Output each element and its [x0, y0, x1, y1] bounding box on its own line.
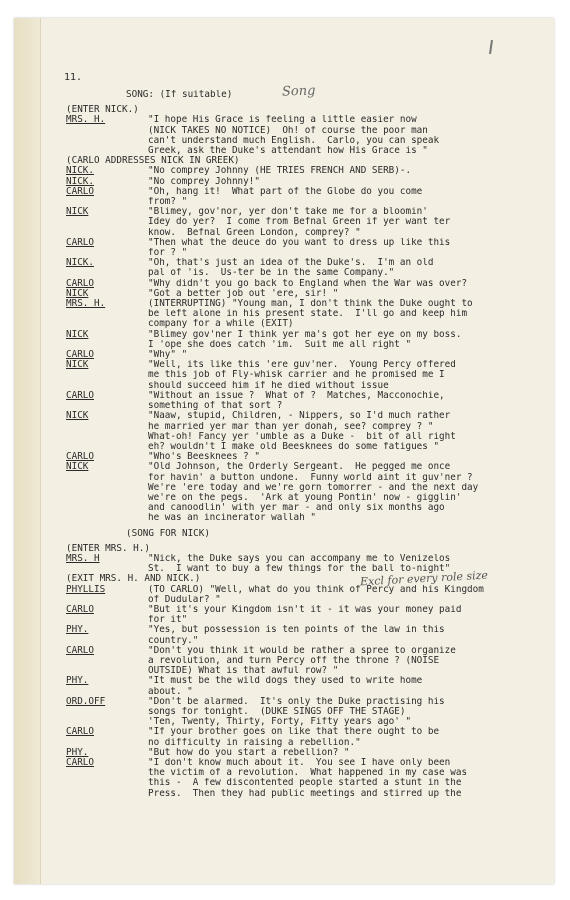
speaker-name: MRS. H. [66, 299, 106, 310]
speaker-name: NICK. [66, 166, 94, 177]
dialogue-line [66, 676, 546, 686]
speaker-name: PHY. [66, 676, 89, 687]
dialogue-line [66, 146, 546, 156]
dialogue-text: "Without an issue ? What of ? Matches, Macconochie, [148, 390, 445, 401]
dialogue-text: (TO CARLO) "Well, what do you think of Percy and his Kingdom [148, 584, 484, 595]
dialogue-text: something of that sort ? [148, 401, 283, 412]
dialogue-text: "Why didn't you go back to England when the War was over? [148, 278, 468, 289]
speaker-name [66, 595, 148, 605]
dialogue-text: "Don't you think it would be rather a spree to organize [148, 645, 456, 656]
song-cue-text: (SONG FOR NICK) [126, 528, 210, 539]
stage-direction [66, 156, 546, 166]
dialogue-line [66, 177, 546, 187]
speaker-name [66, 432, 148, 442]
dialogue-line [66, 585, 546, 595]
speaker-name [66, 768, 148, 778]
speaker-name [66, 268, 148, 278]
dialogue-line [66, 513, 546, 523]
dialogue-line [66, 605, 546, 615]
dialogue-text: "Got a better job out 'ere, sir! " [148, 288, 339, 299]
dialogue-line [66, 738, 546, 748]
dialogue-line [66, 778, 546, 788]
dialogue-text: OUTSIDE) What is that awful row? " [148, 666, 339, 677]
dialogue-text: "No comprey Johnny!" [148, 176, 260, 187]
dialogue-text: (INTERRUPTING) "Young man, I don't think the Duke ought to [148, 299, 473, 310]
binding-edge [14, 18, 41, 884]
speaker-name: MRS. H. [66, 115, 106, 126]
dialogue-line [66, 299, 546, 309]
dialogue-text: for havin' a button undone. Funny world aint it guv'ner ? [148, 472, 473, 483]
dialogue-line [66, 319, 546, 329]
speaker-name: CARLO [66, 350, 94, 361]
speaker-name: PHYLLIS [66, 584, 106, 595]
stage-direction-text: (CARLO ADDRESSES NICK IN GREEK) [66, 156, 240, 167]
dialogue-line [66, 126, 546, 136]
dialogue-line [66, 289, 546, 299]
speaker-name: CARLO [66, 278, 94, 289]
dialogue-text: "But it's your Kingdom isn't it - it was your money paid [148, 604, 462, 615]
speaker-name [66, 442, 148, 452]
speaker-name [66, 422, 148, 432]
speaker-name [66, 656, 148, 666]
dialogue-line [66, 391, 546, 401]
dialogue-line [66, 381, 546, 391]
dialogue-line [66, 330, 546, 340]
stage-direction-text: (EXIT MRS. H. AND NICK.) [66, 574, 201, 585]
speaker-name [66, 503, 148, 513]
dialogue-line [66, 666, 546, 676]
dialogue-text: We're 'ere today and we're gorn tomorrer - and the next day [148, 482, 479, 493]
script-lines [66, 105, 546, 799]
speaker-name: NICK [66, 329, 89, 340]
dialogue-line [66, 350, 546, 360]
dialogue-text: for it" [148, 615, 188, 626]
dialogue-text: and canoodlin' with yer mar - and only six months ago [148, 503, 445, 514]
speaker-name [66, 666, 148, 676]
dialogue-line [66, 636, 546, 646]
dialogue-line [66, 717, 546, 727]
speaker-name [66, 513, 148, 523]
dialogue-text: for ? " [148, 248, 188, 259]
speaker-name: ORD.OFF [66, 696, 106, 707]
speaker-name [66, 687, 148, 697]
speaker-name: PHY. [66, 625, 89, 636]
speaker-name: NICK [66, 411, 89, 422]
dialogue-line [66, 248, 546, 258]
speaker-name: CARLO [66, 237, 94, 248]
dialogue-line [66, 554, 546, 564]
dialogue-line [66, 166, 546, 176]
dialogue-text: "Blimey, gov'nor, yer don't take me for a bloomin' [148, 207, 428, 218]
dialogue-line [66, 452, 546, 462]
dialogue-text: Press. Then they had public meetings and stirred up the [148, 788, 462, 799]
dialogue-text: "Why" " [148, 350, 188, 361]
speaker-name: CARLO [66, 390, 94, 401]
dialogue-line [66, 309, 546, 319]
dialogue-line [66, 401, 546, 411]
dialogue-text: "It must be the wild dogs they used to write home [148, 676, 423, 687]
speaker-name: NICK [66, 360, 89, 371]
dialogue-line [66, 228, 546, 238]
speaker-name [66, 778, 148, 788]
dialogue-line [66, 646, 546, 656]
dialogue-line [66, 422, 546, 432]
dialogue-text: "Oh, that's just an idea of the Duke's. I'm an old [148, 258, 434, 269]
dialogue-text: "Well, its like this 'ere guv'ner. Young Percy offered [148, 360, 456, 371]
dialogue-text: this - A few discontented people started a stunt in the [148, 778, 462, 789]
dialogue-line [66, 279, 546, 289]
dialogue-text: should succeed him if he died without issue [148, 380, 389, 391]
dialogue-text: know. Befnal Green London, comprey? " [148, 227, 361, 238]
speaker-name [66, 146, 148, 156]
dialogue-line [66, 758, 546, 768]
dialogue-text: "If your brother goes on like that there ought to be [148, 727, 440, 738]
dialogue-line [66, 411, 546, 421]
speaker-name: NICK. [66, 176, 94, 187]
page-number: 11. [64, 72, 83, 83]
dialogue-text: What-oh! Fancy yer 'umble as a Duke - bit of all right [148, 431, 456, 442]
dialogue-line [66, 258, 546, 268]
speaker-name [66, 615, 148, 625]
dialogue-text: "I don't know much about it. You see I have only been [148, 758, 451, 768]
dialogue-text: "But how do you start a rebellion? " [148, 747, 350, 758]
dialogue-line [66, 493, 546, 503]
dialogue-text: he was an incinerator wallah " [148, 513, 316, 524]
song-heading [66, 90, 546, 100]
song-cue [66, 529, 546, 539]
speaker-name [66, 707, 148, 717]
dialogue-line [66, 727, 546, 737]
dialogue-line [66, 503, 546, 513]
dialogue-line [66, 748, 546, 758]
dialogue-text: can't understand much English. Carlo, you can speak [148, 135, 440, 146]
speaker-name [66, 483, 148, 493]
dialogue-text: "Who's Beesknees ? " [148, 452, 260, 463]
song-heading-text: SONG: (If suitable) [126, 90, 233, 100]
dialogue-text: the victim of a revolution. What happened in my case was [148, 768, 468, 779]
speaker-name: NICK. [66, 258, 94, 269]
dialogue-text: no difficulty in raising a rebellion." [148, 737, 361, 748]
dialogue-text: St. I want to buy a few things for the ball to-night" [148, 564, 451, 575]
speaker-name: CARLO [66, 186, 94, 197]
dialogue-text: eh? wouldn't I make old Beesknees do some fatigues " [148, 441, 440, 452]
dialogue-text: of Dudular? " [148, 594, 221, 605]
speaker-name: CARLO [66, 604, 94, 615]
speaker-name [66, 636, 148, 646]
dialogue-text: 'Ten, Twenty, Thirty, Forty, Fifty years ago' " [148, 717, 412, 728]
stage-direction-text: (ENTER NICK.) [66, 105, 139, 116]
dialogue-line [66, 462, 546, 472]
dialogue-line [66, 789, 546, 799]
dialogue-line [66, 768, 546, 778]
dialogue-line [66, 595, 546, 605]
pencil-note-song: Song [281, 83, 316, 100]
speaker-name [66, 564, 148, 574]
speaker-name [66, 136, 148, 146]
stage-direction [66, 105, 546, 115]
dialogue-text: "No comprey Johnny (HE TRIES FRENCH AND SERB)-. [148, 166, 412, 177]
dialogue-line [66, 442, 546, 452]
speaker-name: NICK [66, 288, 89, 299]
speaker-name [66, 401, 148, 411]
dialogue-text: "Then what the deuce do you want to dress up like this [148, 237, 451, 248]
speaker-name [66, 717, 148, 727]
dialogue-text: from? " [148, 197, 188, 208]
dialogue-text: "Old Johnson, the Orderly Sergeant. He pegged me once [148, 462, 451, 473]
stage-direction-text: (ENTER MRS. H.) [66, 543, 150, 554]
speaker-name [66, 248, 148, 258]
speaker-name [66, 217, 148, 227]
dialogue-line [66, 656, 546, 666]
dialogue-line [66, 207, 546, 217]
dialogue-line [66, 707, 546, 717]
dialogue-line [66, 615, 546, 625]
speaker-name [66, 340, 148, 350]
dialogue-text: songs for tonight. (DUKE SINGS OFF THE STAGE) [148, 706, 406, 717]
stage-direction [66, 544, 546, 554]
dialogue-line [66, 340, 546, 350]
dialogue-line [66, 473, 546, 483]
dialogue-line [66, 625, 546, 635]
dialogue-text: a revolution, and turn Percy off the throne ? (NOISE [148, 655, 440, 666]
dialogue-text: "I hope His Grace is feeling a little easier now [148, 115, 417, 126]
dialogue-text: me this job of Fly-whisk carrier and he promised me I [148, 370, 445, 381]
speaker-name [66, 493, 148, 503]
script-text [66, 90, 546, 799]
dialogue-text: be left alone in his present state. I'll go and keep him [148, 309, 468, 320]
dialogue-line [66, 136, 546, 146]
dialogue-text: pal of 'is. Us-ter be in the same Company." [148, 268, 395, 279]
dialogue-text: Greek, ask the Duke's attendant how His Grace is " [148, 146, 428, 157]
speaker-name: CARLO [66, 727, 94, 738]
pencil-note-nick-song: Excl for every role size [359, 568, 489, 589]
speaker-name: PHY. [66, 747, 89, 758]
speaker-name: CARLO [66, 452, 94, 463]
speaker-name [66, 319, 148, 329]
dialogue-text: I 'ope she does catch 'im. Suit me all right " [148, 339, 412, 350]
dialogue-text: "Nick, the Duke says you can accompany me to Venizelos [148, 553, 451, 564]
speaker-name: CARLO [66, 758, 94, 768]
speaker-name [66, 126, 148, 136]
dialogue-line [66, 217, 546, 227]
dialogue-line [66, 370, 546, 380]
dialogue-text: "Yes, but possession is ten points of the law in this [148, 625, 445, 636]
speaker-name [66, 738, 148, 748]
dialogue-text: about. " [148, 686, 193, 697]
dialogue-text: Idey do yer? I come from Befnal Green if yer want ter [148, 217, 451, 228]
speaker-name: CARLO [66, 645, 94, 656]
dialogue-text: we're on the pegs. 'Ark at young Pontin' now - gigglin' [148, 492, 462, 503]
dialogue-line [66, 697, 546, 707]
speaker-name: NICK [66, 207, 89, 218]
speaker-name: NICK [66, 462, 89, 473]
dialogue-line [66, 268, 546, 278]
dialogue-line [66, 687, 546, 697]
speaker-name [66, 197, 148, 207]
dialogue-text: "Naaw, stupid, Children, - Nippers, so I'd much rather [148, 411, 451, 422]
speaker-name [66, 789, 148, 799]
speaker-name: MRS. H [66, 553, 100, 564]
dialogue-line [66, 432, 546, 442]
dialogue-text: "Don't be alarmed. It's only the Duke practising his [148, 696, 445, 707]
dialogue-text: he married yer mar than yer donah, see? comprey ? " [148, 421, 434, 432]
dialogue-line [66, 115, 546, 125]
dialogue-text: (NICK TAKES NO NOTICE) Oh! of course the poor man [148, 125, 428, 136]
dialogue-line [66, 483, 546, 493]
speaker-name [66, 309, 148, 319]
speaker-name [66, 381, 148, 391]
dialogue-text: "Oh, hang it! What part of the Globe do you come [148, 186, 423, 197]
dialogue-line [66, 360, 546, 370]
dialogue-text: "Blimey gov'ner I think yer ma's got her eye on my boss. [148, 329, 462, 340]
dialogue-line [66, 187, 546, 197]
dialogue-text: country." [148, 635, 199, 646]
dialogue-line [66, 238, 546, 248]
speaker-name [66, 228, 148, 238]
dialogue-text: company for a while (EXIT) [148, 319, 294, 330]
speaker-name [66, 473, 148, 483]
dialogue-line [66, 197, 546, 207]
speaker-name [66, 370, 148, 380]
